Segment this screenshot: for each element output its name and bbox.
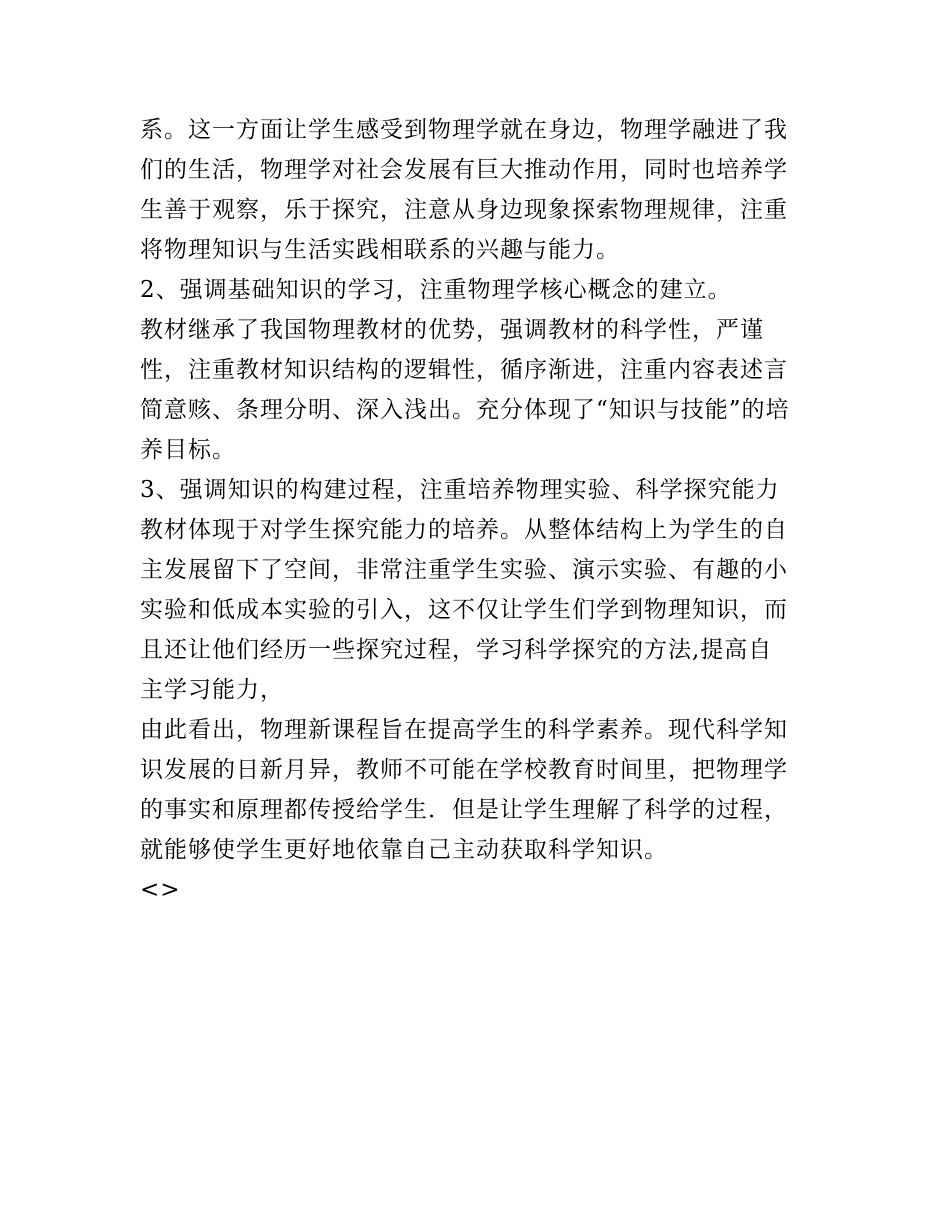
text-line-15: 主学习能力， (140, 677, 284, 703)
text-line-2: 们的生活，物理学对社会发展有巨大推动作用，同时也培养学 (140, 157, 788, 183)
text-line-3: 生善于观察，乐于探究，注意从身边现象探索物理规律，注重 (140, 197, 788, 223)
text-line-17: 识发展的日新月异，教师不可能在学校教育时间里，把物理学 (140, 757, 788, 783)
text-line-13: 实验和低成本实验的引入，这不仅让学生们学到物理知识，而 (140, 597, 788, 623)
angle-brackets-marker: <> (140, 877, 181, 903)
text-line-18: 的事实和原理都传授给学生．但是让学生理解了科学的过程， (140, 797, 788, 823)
text-line-16: 由此看出，物理新课程旨在提高学生的科学素养。现代科学知 (140, 717, 788, 743)
document-body (140, 110, 820, 910)
text-line-19: 就能够使学生更好地依靠自己主动获取科学知识。 (140, 837, 668, 863)
text-line-8: 简意赅、条理分明、深入浅出。充分体现了“知识与技能”的培 (140, 397, 790, 423)
text-line-12: 主发展留下了空间，非常注重学生实验、演示实验、有趣的小 (140, 557, 788, 583)
text-line-11: 教材体现于对学生探究能力的培养。从整体结构上为学生的自 (140, 517, 788, 543)
text-line-7: 性，注重教材知识结构的逻辑性，循序渐进，注重内容表述言 (140, 357, 788, 383)
section-heading-3: 3、强调知识的构建过程，注重培养物理实验、科学探究能力 (140, 477, 780, 503)
text-line-9: 养目标。 (140, 437, 236, 463)
text-line-14: 且还让他们经历一些探究过程，学习科学探究的方法,提高自 (140, 637, 773, 663)
text-line-1: 系。这一方面让学生感受到物理学就在身边，物理学融进了我 (140, 117, 788, 143)
text-line-6: 教材继承了我国物理教材的优势，强调教材的科学性，严谨 (140, 317, 764, 343)
section-heading-2: 2、强调基础知识的学习，注重物理学核心概念的建立。 (140, 277, 732, 303)
text-line-4: 将物理知识与生活实践相联系的兴趣与能力。 (140, 237, 620, 263)
